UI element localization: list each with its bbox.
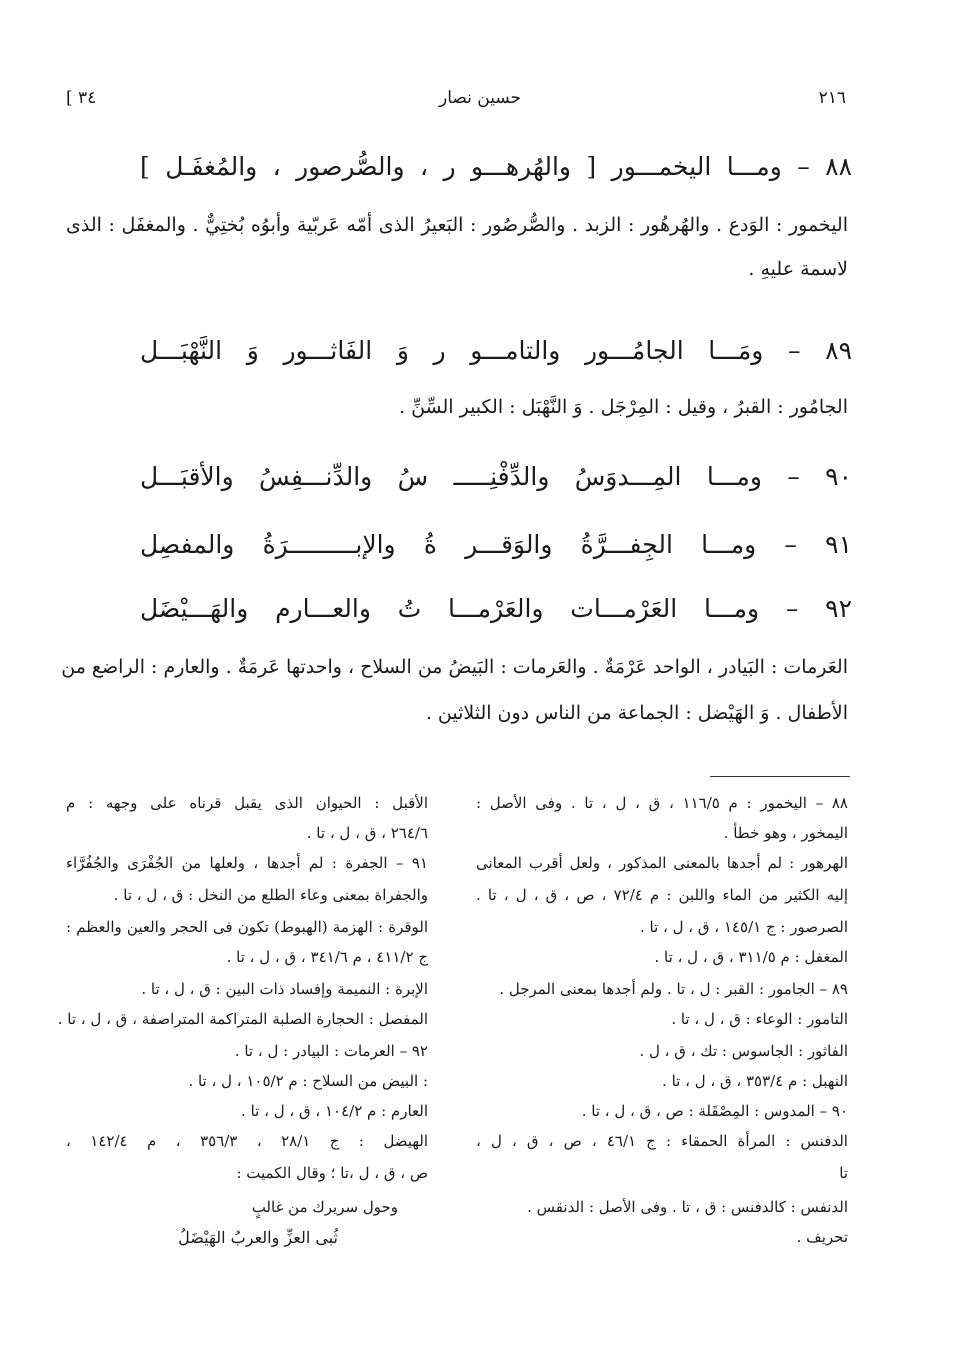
- quoted-verse-line-2: ثُبى العزِّ والعربُ الهَيْضَلُ: [178, 1228, 338, 1247]
- footnote-right-line: الهرهور : لم أجدها بالمعنى المذكور ، ولعل أقرب المعانى: [476, 854, 848, 872]
- gloss-92-line-1: العَرمات : البَيادر ، الواحد عَرْمَةٌ . والعَرمات : البَيضُ من السلاح ، واحدتها عَرمَةٌ . والعارم : الراضع من: [61, 656, 848, 678]
- page-number: ٢١٦: [818, 88, 846, 108]
- footnote-left-line: الأقبل : الحيوان الذى يقبل قرناه على وجهه : م: [66, 794, 428, 812]
- section-reference: [ ٣٤: [66, 88, 97, 108]
- footnote-right-line: ٩٠ – المدوس : المِصْقَلة : ص ، ق ، ل ، تا .: [581, 1102, 848, 1120]
- footnote-left-line: العارم : م ١٠٤/٢ ، ق ، ل ، تا .: [241, 1102, 428, 1120]
- footnote-left-line: ج ٤١١/٢ ، م ٣٤١/٦ ، ق ، ل ، تا .: [226, 948, 428, 966]
- running-head-author: حسين نصار: [438, 88, 521, 108]
- footnote-rule: [710, 776, 850, 777]
- gloss-88-line-1: اليخمور : الوَدع . والهُرهُور : الزبد . والصُّرصُور : البَعيرُ الذى أمّه عَربّية وأبوُه بُختِيٌّ . والمغفَل : الذى: [66, 214, 848, 236]
- footnote-left-line: ص ، ق ، ل ،تا ؛ وقال الكميت :: [236, 1164, 428, 1182]
- footnote-right-line: تحريف .: [796, 1228, 848, 1246]
- verse-90: ٩٠ – ومـــا المِـــدوَسُ والدِّفْنِـــــ سُ والدِّنـــفِسُ والأقبَـــل: [140, 462, 852, 491]
- quoted-verse-line-1: وحول سريرك من غالبٍ: [251, 1198, 398, 1216]
- footnote-left-line: ٩٢ – العرمات : البيادر : ل ، تا .: [234, 1042, 428, 1060]
- gloss-92-line-2: الأطفال . وَ الهَيْضل : الجماعة من الناس دون الثلاثين .: [425, 702, 848, 724]
- verse-91: ٩١ – ومـــا الجِفـــرَّةُ والوَقـــر ةُ والإبـــــــــرَةُ والمفصِل: [140, 530, 852, 559]
- footnote-right-line: المغفل : م ٣١١/٥ ، ق ، ل ، تا .: [654, 948, 848, 966]
- footnote-left-line: : البيض من السلاح : م ١٠٥/٢ ، ل ، تا .: [188, 1072, 428, 1090]
- footnote-right-line: النهبل : م ٣٥٣/٤ ، ق ، ل ، تا .: [662, 1072, 848, 1090]
- footnote-right-line: الدفنس : المرأة الحمقاء : ج ٤٦/١ ، ص ، ق ، ل ،: [476, 1132, 848, 1150]
- footnote-left-line: والجفراة بمعنى وعاء الطلع من النخل : ق ، ل ، تا .: [113, 886, 428, 904]
- footnote-right-line: ٨٩ – الجامور : القبر : ل ، تا . ولم أجدها بمعنى المرجل .: [499, 980, 848, 998]
- footnote-right-line: التامور : الوعاء : ق ، ل ، تا .: [671, 1010, 848, 1028]
- footnote-right-line: اليمخور ، وهو خطأ .: [723, 824, 848, 842]
- footnote-right-line: ٨٨ – اليخمور : م ١١٦/٥ ، ق ، ل ، تا . وفى الأصل :: [476, 794, 848, 812]
- gloss-89-line-1: الجامُور : القبرُ ، وقيل : المِرْجَل . وَ النَّهْبَل : الكبير السِّنِّ .: [398, 396, 848, 418]
- footnote-left-line: الوقرة : الهزمة (الهبوط) تكون فى الحجر والعين والعظم :: [66, 918, 428, 936]
- footnote-left-line: المفصل : الحجارة الصلبة المتراكمة المتراصفة ، ق ، ل ، تا .: [57, 1010, 428, 1028]
- verse-88: ٨٨ – ومـــا اليخمـــور [ والهُرهـــو ر ، والصُّرصور ، والمُغفَـل ]: [140, 152, 852, 181]
- footnote-left-line: ٢٦٤/٦ ، ق ، ل ، تا .: [306, 824, 428, 842]
- footnote-right-line: الدنفس : كالدفنس : ق ، تا . وفى الأصل : الدنقس .: [527, 1198, 848, 1216]
- footnote-right-line: تا: [839, 1164, 848, 1182]
- gloss-88-line-2: لاسمة عليهِ .: [748, 258, 848, 280]
- verse-92: ٩٢ – ومـــا العَرْمـــات والعَرْمـــا تُ والعـــارم والهَـــيْضَل: [140, 594, 852, 623]
- footnote-right-line: الصرصور : ج ١٤٥/١ ، ق ، ل ، تا .: [639, 918, 848, 936]
- footnote-left-line: الهيضل : ج ٢٨/١ ، ٣٥٦/٣ ، م ١٤٢/٤ ،: [66, 1132, 428, 1150]
- footnote-right-line: إليه الكثير من الماء واللبن : م ٧٢/٤ ، ص ، ق ، ل ، تا .: [476, 886, 848, 904]
- footnote-right-line: الفاثور : الجاسوس : تك ، ق ، ل .: [639, 1042, 848, 1060]
- footnote-left-line: ٩١ – الجفرة : لم أجدها ، ولعلها من الجُفْرَى والجُفُرَّاء: [66, 854, 428, 872]
- verse-89: ٨٩ – ومَـــا الجامُـــور والتامـــو ر وَ الفَاثـــور وَ النَّهْبَـــل: [140, 336, 852, 365]
- footnote-left-line: الإبرة : النميمة وإفساد ذات البين : ق ، ل ، تا .: [141, 980, 428, 998]
